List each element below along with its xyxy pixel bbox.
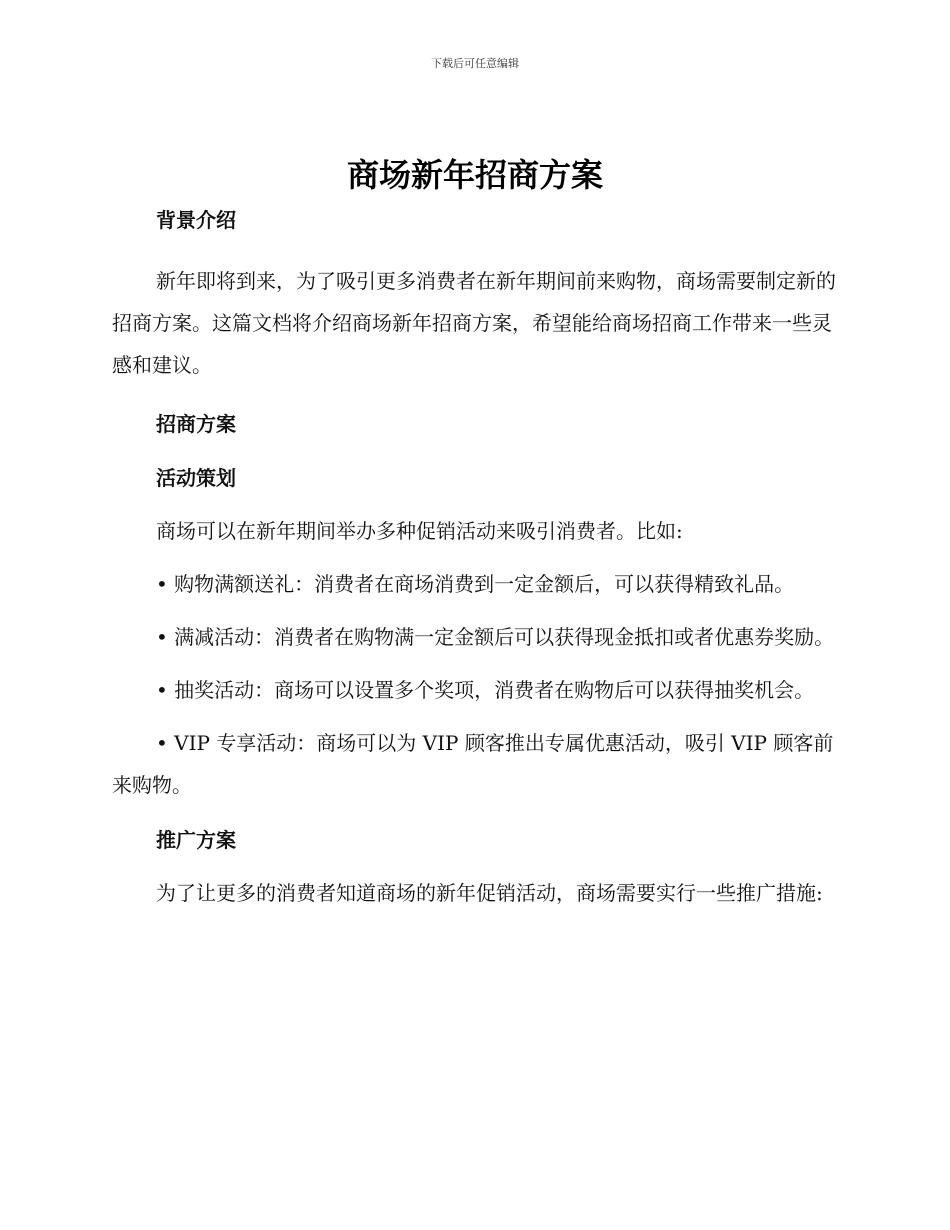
bullet-item-gift: • 购物满额送礼：消费者在商场消费到一定金额后，可以获得精致礼品。 (156, 572, 795, 596)
paragraph-activity-intro: 商场可以在新年期间举办多种促销活动来吸引消费者。比如: (156, 519, 683, 543)
paragraph-promotion: 为了让更多的消费者知道商场的新年促销活动，商场需要实行一些推广措施: (156, 881, 823, 905)
heading-activity: 活动策划 (156, 466, 236, 490)
header-note: 下载后可任意编辑 (431, 57, 519, 70)
heading-background: 背景介绍 (156, 208, 236, 232)
bullet-item-lottery: • 抽奖活动：商场可以设置多个奖项，消费者在购物后可以获得抽奖机会。 (156, 678, 815, 702)
document-body (112, 204, 842, 914)
bullet-item-vip: • VIP 专享活动：商场可以为 VIP 顾客推出专属优惠活动，吸引 VIP 顾客前来购物。 (112, 731, 834, 797)
document-title: 商场新年招商方案 (346, 156, 603, 194)
bullet-item-discount: • 满减活动：消费者在购物满一定金额后可以获得现金抵扣或者优惠券奖励。 (156, 625, 835, 649)
heading-plan: 招商方案 (156, 412, 236, 436)
paragraph-background: 新年即将到来，为了吸引更多消费者在新年期间前来购物，商场需要制定新的招商方案。这篇文档将介绍商场新年招商方案，希望能给商场招商工作带来一些灵感和建议。 (112, 269, 836, 377)
heading-promotion: 推广方案 (156, 828, 236, 852)
